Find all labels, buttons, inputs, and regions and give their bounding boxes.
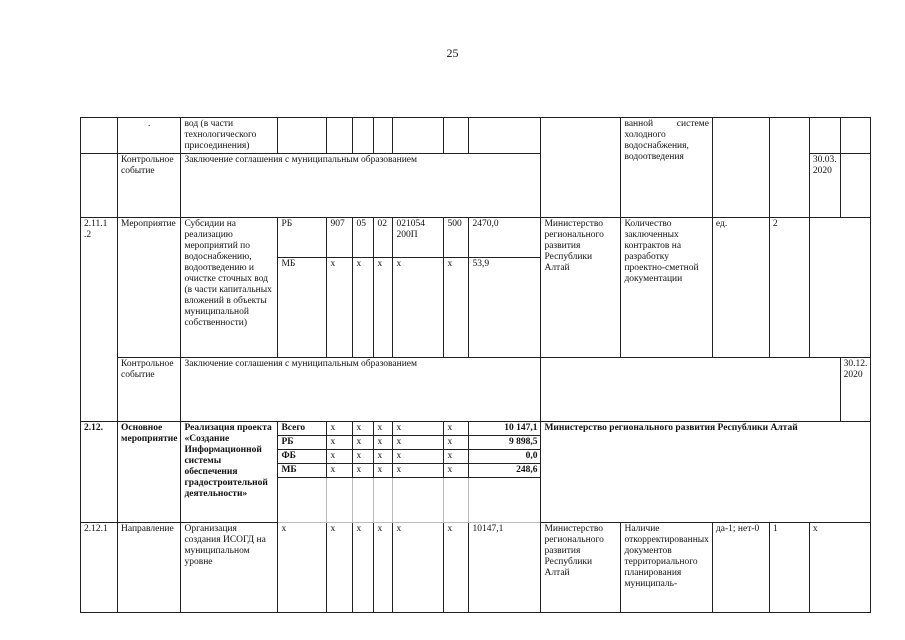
csr-cell — [393, 118, 444, 154]
csr-cell: х — [393, 450, 444, 464]
vr-cell: х — [444, 450, 469, 464]
activity-number-cell: 2.11.1 .2 — [81, 218, 118, 422]
amount-cell: 2470,0 — [469, 218, 541, 258]
rz-cell: х — [353, 464, 374, 478]
grbs-cell: х — [327, 450, 353, 464]
activity-type-cell: . — [118, 118, 181, 154]
control-event-date: 30.12. 2020 — [840, 358, 871, 422]
grbs-cell: 907 — [327, 218, 353, 258]
vr-cell — [444, 478, 469, 523]
table-row — [81, 422, 871, 436]
rz-cell: х — [353, 436, 374, 450]
grbs-cell — [327, 118, 353, 154]
activity-type-cell: Мероприятие — [118, 218, 181, 358]
table-row — [81, 523, 871, 613]
extra-cell — [840, 154, 871, 218]
indicator-cell: Наличие откорректированных документов территориального планирования муниципаль- — [621, 523, 712, 613]
grbs-cell: х — [327, 422, 353, 436]
value-cell: 2 — [769, 218, 809, 358]
activity-number-cell: 2.12. — [81, 422, 118, 523]
indicator-cell: Количество заключенных контрактов на разработку проектно-сметной документации — [621, 218, 712, 358]
activity-name-cell: Реализация проекта «Создание Информационной системы обеспечения градостроительной деятельности» — [181, 422, 278, 523]
pr-cell: х — [374, 422, 393, 436]
value-cell: 1 — [769, 523, 809, 613]
table-row — [81, 218, 871, 258]
amount-cell: 0,0 — [469, 450, 541, 464]
csr-cell: х — [393, 523, 444, 613]
vr-cell: х — [444, 422, 469, 436]
rz-cell: х — [353, 450, 374, 464]
rz-cell — [353, 478, 374, 523]
grbs-cell: х — [327, 523, 353, 613]
csr-cell: х — [393, 464, 444, 478]
grbs-cell — [327, 478, 353, 523]
vr-cell — [444, 118, 469, 154]
csr-cell: 021054 200П — [393, 218, 444, 258]
pr-cell: 02 — [374, 218, 393, 258]
vr-cell: х — [444, 464, 469, 478]
amount-cell: 10 147,1 — [469, 422, 541, 436]
executor-cell: Министерство регионального развития Республики Алтай — [541, 218, 621, 358]
csr-cell: х — [393, 258, 444, 358]
fund-source-cell: РБ — [278, 218, 327, 258]
table-row — [81, 358, 871, 422]
control-event-text: Заключение соглашения с муниципальным образованием — [181, 358, 541, 422]
executor-cell — [541, 118, 621, 218]
unit-cell: ед. — [712, 218, 769, 358]
grbs-cell: х — [327, 258, 353, 358]
pr-cell: х — [374, 436, 393, 450]
control-event-label: Контрольное событие — [118, 154, 181, 218]
activity-number-cell — [81, 154, 118, 218]
control-event-label: Контрольное событие — [118, 358, 181, 422]
csr-cell: х — [393, 422, 444, 436]
executor-cell: Министерство регионального развития Республики Алтай — [541, 523, 621, 613]
rz-cell — [353, 118, 374, 154]
extra-cell — [809, 218, 871, 358]
activity-name-cell: вод (в части технологического присоединения) — [181, 118, 278, 154]
fund-source-cell: РБ — [278, 436, 327, 450]
unit-cell — [712, 118, 769, 218]
rz-cell: х — [353, 523, 374, 613]
pr-cell — [374, 478, 393, 523]
fund-source-cell: МБ — [278, 258, 327, 358]
csr-cell: х — [393, 436, 444, 450]
page-number: 25 — [446, 46, 459, 60]
executor-cell: Министерство регионального развития Республики Алтай — [541, 422, 871, 523]
csr-cell — [393, 478, 444, 523]
fund-source-cell: ФБ — [278, 450, 327, 464]
table-row — [81, 118, 871, 154]
unit-cell: да-1; нет-0 — [712, 523, 769, 613]
pr-cell: х — [374, 450, 393, 464]
indicator-cell: ванной системе холодного водоснабжения, водоотведения — [621, 118, 712, 218]
pr-cell: х — [374, 523, 393, 613]
extra-cell: х — [809, 523, 871, 613]
activity-name-cell: Организация создания ИСОГД на муниципальном уровне — [181, 523, 278, 613]
activity-number-cell — [81, 118, 118, 154]
fund-source-cell — [278, 118, 327, 154]
value-cell — [769, 118, 809, 218]
empty-cell — [541, 358, 840, 422]
vr-cell: х — [444, 258, 469, 358]
amount-cell: 248,6 — [469, 464, 541, 478]
rz-cell: х — [353, 258, 374, 358]
fund-source-cell: Всего — [278, 422, 327, 436]
rz-cell: х — [353, 422, 374, 436]
amount-cell: 10147,1 — [469, 523, 541, 613]
vr-cell: х — [444, 436, 469, 450]
activity-number-cell: 2.12.1 — [81, 523, 118, 613]
grbs-cell: х — [327, 436, 353, 450]
activity-type-cell: Направление — [118, 523, 181, 613]
fund-source-cell: х — [278, 523, 327, 613]
vr-cell: 500 — [444, 218, 469, 258]
extra-cell — [840, 118, 871, 154]
program-activities-table — [80, 117, 871, 613]
activity-name-cell: Субсидии на реализацию мероприятий по водоснабжению, водоотведению и очистке сточных вод (в части капитальных вложений в объекты муниципальной собственности) — [181, 218, 278, 358]
grbs-cell: х — [327, 464, 353, 478]
amount-cell: 53,9 — [469, 258, 541, 358]
amount-cell: 9 898,5 — [469, 436, 541, 450]
pr-cell: х — [374, 464, 393, 478]
extra-cell — [809, 118, 840, 154]
fund-source-cell — [278, 478, 327, 523]
rz-cell: 05 — [353, 218, 374, 258]
pr-cell — [374, 118, 393, 154]
activity-type-cell: Основное мероприятие — [118, 422, 181, 523]
pr-cell: х — [374, 258, 393, 358]
fund-source-cell: МБ — [278, 464, 327, 478]
vr-cell: х — [444, 523, 469, 613]
control-event-date: 30.03. 2020 — [809, 154, 840, 218]
amount-cell — [469, 478, 541, 523]
amount-cell — [469, 118, 541, 154]
control-event-text: Заключение соглашения с муниципальным образованием — [181, 154, 541, 218]
